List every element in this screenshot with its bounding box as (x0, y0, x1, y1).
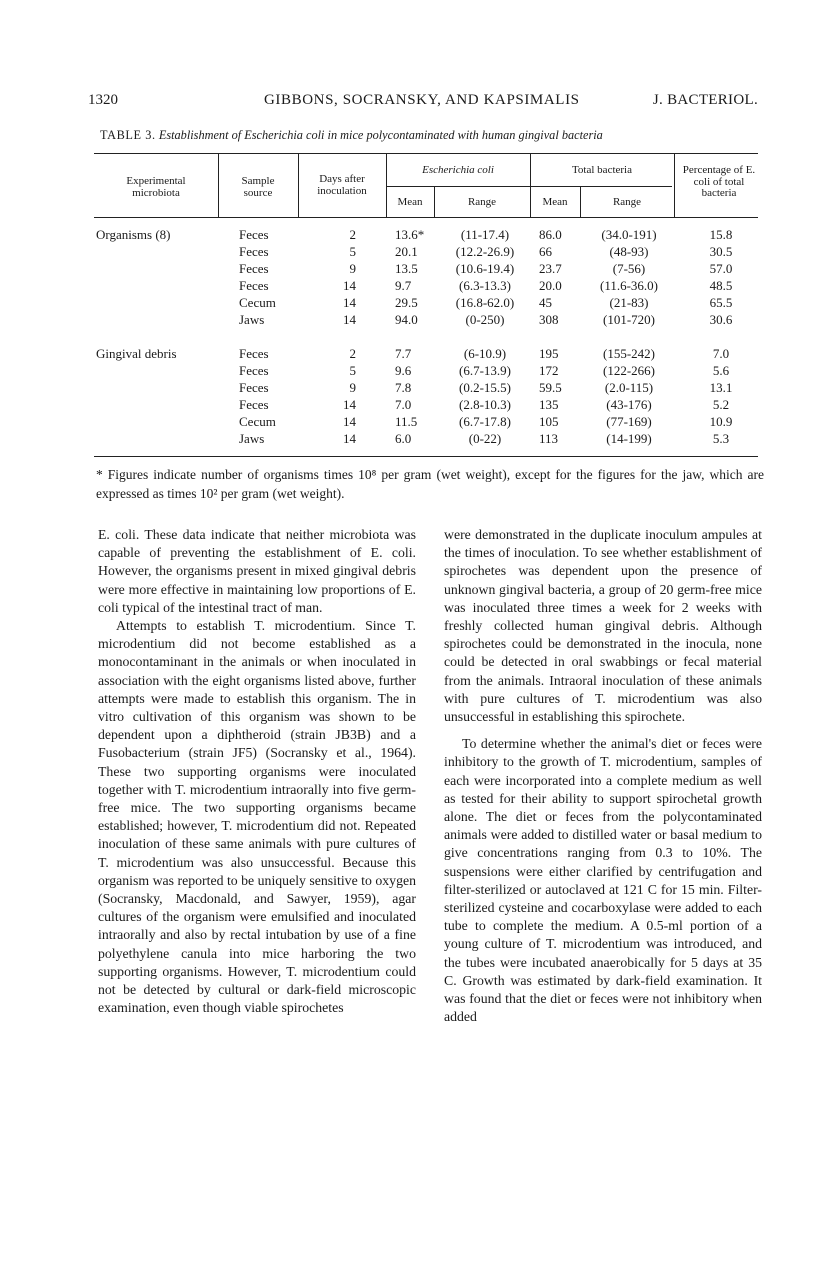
table-cell: Jaws (239, 431, 265, 446)
table-cell: (48-93) (609, 244, 649, 259)
table-cell: 15.8 (709, 227, 733, 242)
header-days: Days after inoculation (317, 173, 367, 197)
table-cell: Feces (239, 380, 269, 395)
header-sample: Sample source (241, 175, 275, 199)
table-cell: 9.7 (395, 278, 412, 293)
table-cell: Feces (239, 363, 269, 378)
table-vrule-1 (218, 153, 219, 217)
header-tb-mean: Mean (542, 196, 568, 208)
table-cell: 9 (349, 261, 356, 276)
table-cell: (155-242) (603, 346, 655, 361)
table-cell: 66 (539, 244, 552, 259)
table-subheader-rule (386, 186, 672, 187)
table-label: TABLE 3. (100, 128, 156, 142)
table-cell: Feces (239, 278, 269, 293)
table-cell: (0.2-15.5) (459, 380, 511, 395)
group-label: Gingival debris (96, 346, 177, 361)
table-cell: 7.0 (712, 346, 730, 361)
table-cell: Cecum (239, 414, 276, 429)
table-cell: 14 (343, 278, 356, 293)
table-cell: (34.0-191) (601, 227, 657, 242)
table-cell: 172 (539, 363, 559, 378)
table-bottom-rule (94, 456, 758, 457)
table-cell: (6.7-13.9) (459, 363, 511, 378)
table-cell: 13.1 (709, 380, 733, 395)
running-head (88, 92, 758, 114)
table-cell: (16.8-62.0) (455, 295, 515, 310)
header-tb-range: Range (612, 196, 642, 208)
table-title: Establishment of Escherichia coli in mice polycontaminated with human gingival bacteria (158, 128, 603, 142)
table-cell: 7.8 (395, 380, 412, 395)
table-cell: Feces (239, 227, 269, 242)
body-paragraph: were demonstrated in the duplicate inoculum ampules at the times of inoculation. To see whether establishment of spirochetes was dependent upon the presence of unknown gingival bacteria, a group of 20 germ-free mice was inoculated three times a week for 2 weeks with freshly collected human gingival debris. Although spirochetes could be demonstrated in the inocula, none could be detected in oral swabbings or fecal material from the animals. Intraoral inoculation of these animals with pure cultures of T. microdentium was also unsuccessful in establishing this spirochete. (444, 527, 762, 725)
table-cell: (7-56) (612, 261, 646, 276)
table-cell: 14 (343, 397, 356, 412)
table-cell: (2.8-10.3) (459, 397, 511, 412)
table-cell: (0-250) (465, 312, 505, 327)
table-cell: Cecum (239, 295, 276, 310)
table-cell: 5.2 (712, 397, 730, 412)
table-cell: 5 (349, 244, 356, 259)
table-cell: Feces (239, 397, 269, 412)
table-top-rule (94, 153, 758, 154)
table-cell: 45 (539, 295, 552, 310)
table-cell: (77-169) (606, 414, 652, 429)
table-cell: 308 (539, 312, 559, 327)
table-cell: (14-199) (606, 431, 652, 446)
body-paragraph: Attempts to establish T. microdentium. Since T. microdentium did not become established as a monocontaminant in the animals or when inoculated in association with the eight organisms listed above, further attempts were made to establish this organism. The in vitro cultivation of this organism was shown to be dependent upon a diphtheroid (strain JB3B) and a Fusobacterium (strain JF5) (Socransky et al., 1964). These two supporting organisms were inoculated together with T. microdentium intraorally into five germ-free mice. The two supporting organisms became established; however, T. microdentium did not. Repeated inoculation of these same animals with pure cultures of T. microdentium was also unsuccessful. Because this organism was reported to be uniquely sensitive to oxygen (Socransky, Macdonald, and Sawyer, 1959), agar cultures of the organism were emulsified and inoculated intraorally and also by rectal intubation by use of a fine polyethylene canula into mice harboring the two supporting organisms. However, T. microdentium could not be detected by cultural or dark-field microscopic examination, even though viable spirochetes (98, 618, 416, 1016)
table-cell: 10.9 (709, 414, 733, 429)
table-cell: 86.0 (539, 227, 562, 242)
running-head-journal: J. BACTERIOL. (652, 92, 758, 108)
table-cell: 113 (539, 431, 559, 446)
table-cell: 65.5 (709, 295, 733, 310)
table-cell: 20.0 (539, 278, 562, 293)
table-cell: (122-266) (603, 363, 655, 378)
table-cell: 9 (349, 380, 356, 395)
table-cell: 2 (349, 227, 356, 242)
table-caption (100, 128, 770, 143)
table-cell: Jaws (239, 312, 265, 327)
body-column-right (444, 526, 762, 1026)
table-cell: (11-17.4) (460, 227, 510, 242)
table-cell: 5 (349, 363, 356, 378)
table-cell: Feces (239, 244, 269, 259)
table-cell: (21-83) (609, 295, 649, 310)
table-cell: 29.5 (395, 295, 418, 310)
table-cell: (11.6-36.0) (599, 278, 658, 293)
table-cell: 7.0 (395, 397, 412, 412)
table-cell: 13.5 (395, 261, 418, 276)
table-cell: 9.6 (395, 363, 412, 378)
header-ecoli: Escherichia coli (422, 164, 494, 176)
table-cell: 105 (539, 414, 559, 429)
table-vrule-2 (298, 153, 299, 217)
table-cell: 14 (343, 312, 356, 327)
table-cell: 14 (343, 431, 356, 446)
table-cell: 59.5 (539, 380, 562, 395)
table-cell: 5.6 (712, 363, 730, 378)
table-cell: (2.0-115) (604, 380, 654, 395)
table-cell: 195 (539, 346, 559, 361)
body-paragraph: E. coli. These data indicate that neither microbiota was capable of preventing the establishment of E. coli. However, the organisms present in mixed gingival debris were more effective in maintaining low proportions of E. coli typical of the intestinal tract of man. (98, 527, 416, 615)
table-cell: 57.0 (709, 261, 733, 276)
table-cell: 30.6 (709, 312, 733, 327)
table-cell: Feces (239, 346, 269, 361)
header-ec-mean: Mean (397, 196, 423, 208)
table-cell: 14 (343, 295, 356, 310)
group-label: Organisms (8) (96, 227, 171, 242)
table-cell: (43-176) (606, 397, 652, 412)
table-cell: (6.3-13.3) (459, 278, 511, 293)
table-cell: 13.6* (395, 227, 425, 242)
table-cell: Feces (239, 261, 269, 276)
page-number: 1320 (88, 92, 118, 108)
header-experimental: Experimental microbiota (126, 175, 186, 199)
table-cell: 48.5 (709, 278, 733, 293)
table-cell: 5.3 (712, 431, 730, 446)
body-column-left (98, 526, 416, 1017)
table-cell: 20.1 (395, 244, 418, 259)
table-cell: 6.0 (395, 431, 412, 446)
header-total: Total bacteria (571, 164, 632, 176)
table-cell: 94.0 (395, 312, 418, 327)
table-cell: (6.7-17.8) (459, 414, 511, 429)
table-cell: (10.6-19.4) (455, 261, 515, 276)
table-cell: 14 (343, 414, 356, 429)
table-vrule-7 (674, 153, 675, 217)
header-percentage: Percentage of E. coli of total bacteria (682, 164, 756, 199)
table-cell: (6-10.9) (463, 346, 507, 361)
table-footnote: * Figures indicate number of organisms times 10⁸ per gram (wet weight), except for the figures for the jaw, which are expressed as times 10² per gram (wet weight). (96, 467, 764, 501)
table-cell: (12.2-26.9) (455, 244, 515, 259)
table-cell: 135 (539, 397, 559, 412)
table-cell: 23.7 (539, 261, 562, 276)
table-cell: 30.5 (709, 244, 733, 259)
body-paragraph: To determine whether the animal's diet or feces were inhibitory to the growth of T. microdentium, samples of each were incorporated into a complete medium as well as tested for their ability to support spirochetal growth alone. The diet or feces from the polycontaminated animals were added to distilled water or basal medium to give concentrations ranging from 0.3 to 10%. The suspensions were either clarified by centrifugation and filter-sterilized or autoclaved at 121 C for 15 min. Filter-sterilized cysteine and cocarboxylase were added to each tube to complete the medium. A 0.5-ml portion of a young culture of T. microdentium was introduced, and the tubes were incubated anaerobically for 5 days at 35 C. Growth was estimated by dark-field examination. It was found that the diet or feces were not inhibitory when added (444, 736, 762, 1025)
header-ec-range: Range (467, 196, 497, 208)
table-cell: 7.7 (395, 346, 412, 361)
table-cell: 2 (349, 346, 356, 361)
table-header-bottom-rule (94, 217, 758, 218)
running-head-authors: GIBBONS, SOCRANSKY, AND KAPSIMALIS (264, 92, 580, 108)
table-cell: (0-22) (468, 431, 502, 446)
table-cell: 11.5 (395, 414, 418, 429)
table-cell: (101-720) (603, 312, 655, 327)
